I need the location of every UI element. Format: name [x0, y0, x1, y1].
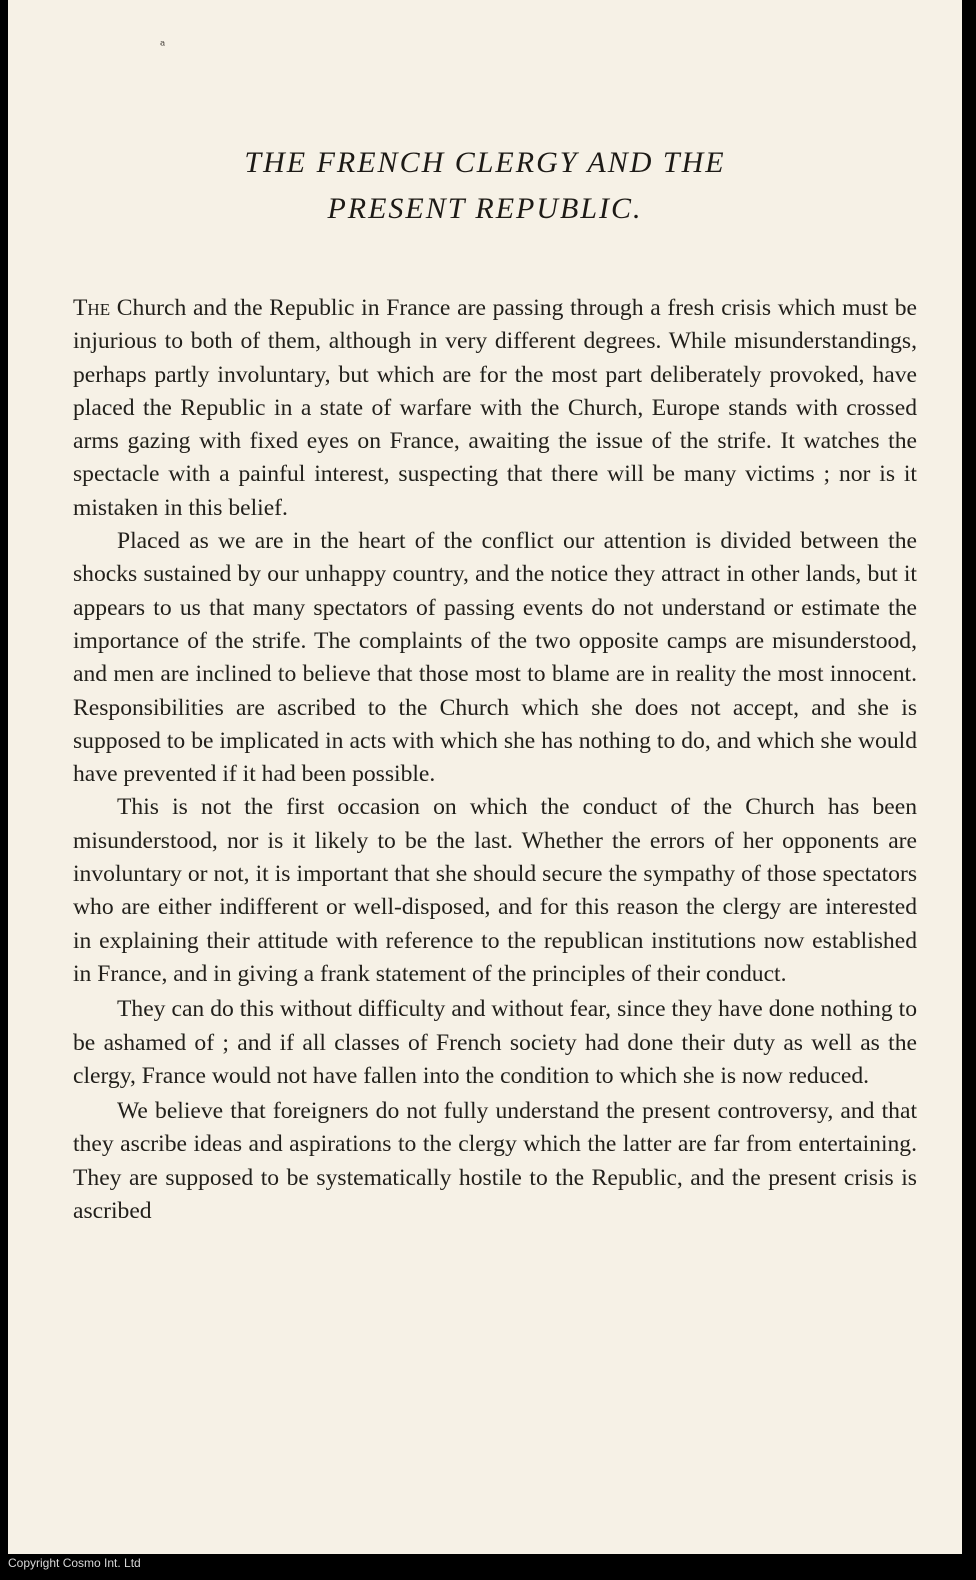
title-line-1: THE FRENCH CLERGY AND THE: [244, 146, 726, 179]
paragraph-4: They can do this without difficulty and without fear, since they have done nothing to be ashamed of ; and if all classes of French society had done their duty as well as the clergy, France would not have fallen into the condition to which she is now reduced.: [73, 996, 917, 1089]
lead-word: The: [73, 295, 111, 321]
copyright-notice: Copyright Cosmo Int. Ltd: [8, 1556, 141, 1570]
paragraph-1-text: Church and the Republic in France are passing through a fresh crisis which must be injurious to both of them, although in very different degrees. While misunderstandings, perhaps partly involuntary, but which are for the most part deliberately provoked, have placed the Republic in a state of warfare with the Church, Europe stands with crossed arms gazing with fixed eyes on France, awaiting the issue of the strife. It watches the spectacle with a painful interest, suspecting that there will be many victims ; nor is it mistaken in this belief.: [73, 295, 917, 521]
article-body: [73, 292, 917, 1228]
article-title: [8, 140, 962, 232]
ink-speck: ᵃ: [160, 38, 166, 54]
paragraph-3: This is not the first occasion on which the conduct of the Church has been misunderstood, nor is it likely to be the last. Whether the errors of her opponents are involuntary or not, it is important that she should secure the sympathy of those spectators who are either indifferent or well-disposed, and for this reason the clergy are interested in explaining their attitude with reference to the republican institutions now established in France, and in giving a frank statement of the principles of their conduct.: [73, 794, 917, 987]
paragraph-5: We believe that foreigners do not fully understand the present controversy, and that they ascribe ideas and aspirations to the clergy which the latter are far from entertaining. They are supposed to be systematically hostile to the Republic, and the present crisis is ascribed: [73, 1098, 917, 1225]
title-line-2: PRESENT REPUBLIC.: [327, 192, 643, 225]
document-page: [8, 0, 962, 1554]
paragraph-2: Placed as we are in the heart of the conflict our attention is divided between the shocks sustained by our unhappy country, and the notice they attract in other lands, but it appears to us that many spectators of passing events do not understand or estimate the importance of the strife. The complaints of the two opposite camps are misunderstood, and men are inclined to believe that those most to blame are in reality the most innocent. Responsibilities are ascribed to the Church which she does not accept, and she is supposed to be implicated in acts with which she has nothing to do, and which she would have prevented if it had been possible.: [73, 528, 917, 788]
paragraph-1: [73, 292, 917, 525]
